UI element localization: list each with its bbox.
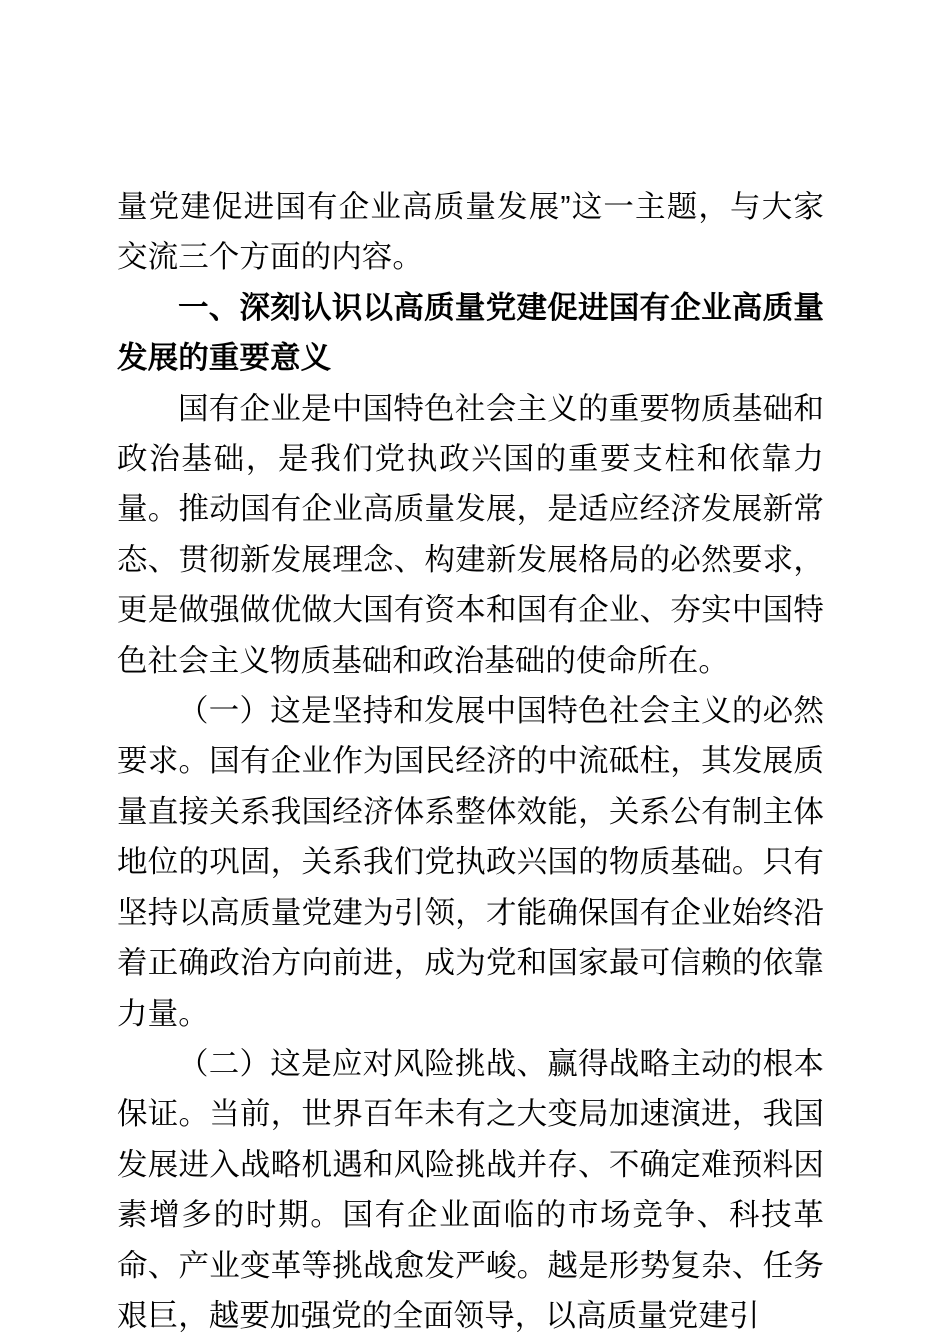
paragraph-intro: 国有企业是中国特色社会主义的重要物质基础和政治基础，是我们党执政兴国的重要支柱和依靠力量。推动国有企业高质量发展，是适应经济发展新常态、贯彻新发展理念、构建新发展格局的必然要求，更是做强做优做大国有资本和国有企业、夯实中国特色社会主义物质基础和政治基础的使命所在。 <box>117 391 824 678</box>
document-text-column <box>117 182 824 1341</box>
section-heading-1: 一、深刻认识以高质量党建促进国有企业高质量发展的重要意义 <box>117 290 824 376</box>
paragraph-subsection-2: （二）这是应对风险挑战、赢得战略主动的根本保证。当前，世界百年未有之大变局加速演进，我国发展进入战略机遇和风险挑战并存、不确定难预料因素增多的时期。国有企业面临的市场竞争、科技革命、产业变革等挑战愈发严峻。越是形势复杂、任务艰巨，越要加强党的全面领导，以高质量党建引 <box>117 1046 824 1333</box>
paragraph-continued-opening: 量党建促进国有企业高质量发展”这一主题，与大家交流三个方面的内容。 <box>117 190 824 275</box>
paragraph-subsection-1: （一）这是坚持和发展中国特色社会主义的必然要求。国有企业作为国民经济的中流砥柱，其发展质量直接关系我国经济体系整体效能，关系公有制主体地位的巩固，关系我们党执政兴国的物质基础。只有坚持以高质量党建为引领，才能确保国有企业始终沿着正确政治方向前进，成为党和国家最可信赖的依靠力量。 <box>117 694 824 1031</box>
